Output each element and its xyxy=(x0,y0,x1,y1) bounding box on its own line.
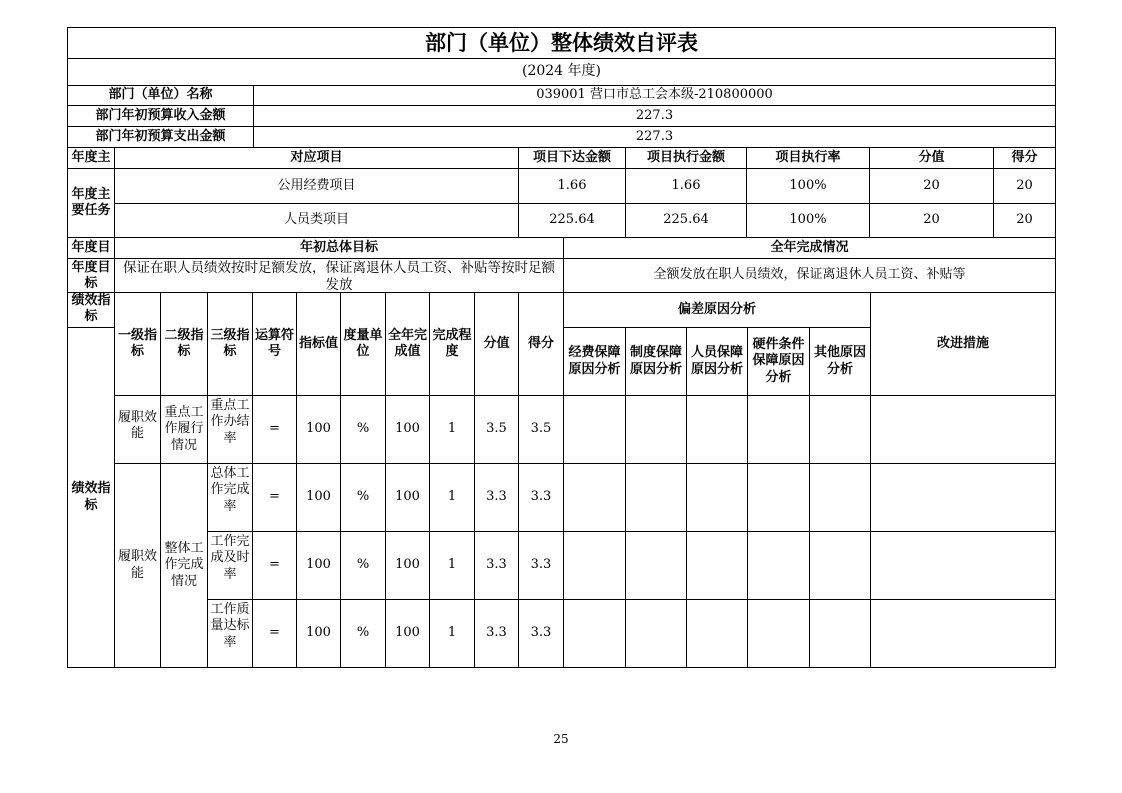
tasks-header-issued: 项目下达金额 xyxy=(532,149,611,165)
row4-op: = xyxy=(269,625,280,641)
row4-unit: % xyxy=(356,625,370,641)
ind-header-funding: 经费保障原因分析 xyxy=(568,345,621,377)
row4-level3: 工作质量达标率 xyxy=(210,602,250,650)
row1-degree: 1 xyxy=(447,421,457,437)
ind-header-target: 指标值 xyxy=(299,335,339,351)
row1-target: 100 xyxy=(306,421,331,437)
tasks-header-project: 对应项目 xyxy=(290,149,343,165)
expense-label: 部门年初预算支出金额 xyxy=(95,128,226,144)
task-row-2-issued: 225.64 xyxy=(549,212,595,228)
row3-score: 3.3 xyxy=(486,557,507,573)
ind-header-degree: 完成程度 xyxy=(432,327,472,359)
income-label: 部门年初预算收入金额 xyxy=(95,107,226,123)
ind-header-staff: 人员保障原因分析 xyxy=(690,345,743,377)
indicators-left-label: 绩效指标 xyxy=(71,481,111,513)
tasks-header-executed: 项目执行金额 xyxy=(646,149,725,165)
task-row-2-got: 20 xyxy=(1016,212,1033,228)
row4-degree: 1 xyxy=(447,625,457,641)
ind-header-system: 制度保障原因分析 xyxy=(629,345,682,377)
row1-got: 3.5 xyxy=(530,421,552,437)
ind-header-level2: 二级指标 xyxy=(164,327,204,359)
row2-unit: % xyxy=(356,489,370,505)
task-row-1-got: 20 xyxy=(1016,177,1033,193)
ind-header-level1: 一级指标 xyxy=(117,327,157,359)
row3-op: = xyxy=(269,557,280,573)
row1-level3: 重点工作办结率 xyxy=(210,398,250,446)
goals-left-header: 年度目 xyxy=(71,239,111,255)
year-label: (2024 年度) xyxy=(521,63,601,80)
tasks-header-got: 得分 xyxy=(1011,149,1038,165)
row2-got: 3.3 xyxy=(530,489,552,505)
row2-level3: 总体工作完成率 xyxy=(210,466,250,514)
row3-target: 100 xyxy=(306,557,331,573)
indicators-left-header: 绩效指标 xyxy=(71,293,111,325)
row3-degree: 1 xyxy=(447,557,457,573)
task-row-1-rate: 100% xyxy=(789,177,827,193)
ind-header-got: 得分 xyxy=(527,335,554,351)
tasks-left-label: 年度主要任务 xyxy=(71,186,111,218)
row2-op: = xyxy=(269,489,280,505)
goals-target-text: 保证在职人员绩效按时足额发放，保证离退休人员工资、补贴等按时足额发放 xyxy=(123,260,555,292)
ind-header-improve: 改进措施 xyxy=(936,335,989,351)
row3-got: 3.3 xyxy=(530,557,552,573)
ind-header-deviation: 偏差原因分析 xyxy=(677,301,756,317)
row2-degree: 1 xyxy=(447,489,457,505)
ind-header-level3: 三级指标 xyxy=(210,327,250,359)
row4-target: 100 xyxy=(306,625,331,641)
expense-value: 227.3 xyxy=(635,128,674,144)
goals-left-label: 年度目标 xyxy=(71,260,111,292)
task-row-1-issued: 1.66 xyxy=(557,177,587,193)
row3-actual: 100 xyxy=(395,557,420,573)
task-row-1-score: 20 xyxy=(923,177,940,193)
row4-actual: 100 xyxy=(395,625,420,641)
row4-score: 3.3 xyxy=(486,625,507,641)
ind-header-hardware: 硬件条件保障原因分析 xyxy=(752,337,805,385)
page-title: 部门（单位）整体绩效自评表 xyxy=(425,30,698,55)
tasks-left-header: 年度主 xyxy=(71,149,111,165)
task-row-1-project: 公用经费项目 xyxy=(277,177,356,193)
group2-level1: 履职效能 xyxy=(117,549,157,581)
goals-target-header: 年初总体目标 xyxy=(299,239,378,255)
task-row-2-score: 20 xyxy=(923,212,940,228)
task-row-1-executed: 1.66 xyxy=(671,177,701,193)
row2-target: 100 xyxy=(306,489,331,505)
task-row-2-executed: 225.64 xyxy=(663,212,709,228)
dept-name-value: 039001 营口市总工会本级-210800000 xyxy=(536,87,773,103)
ind-header-other: 其他原因分析 xyxy=(813,345,866,377)
row2-actual: 100 xyxy=(395,489,420,505)
group2-level2: 整体工作完成情况 xyxy=(164,541,204,589)
goals-completion-text: 全额发放在职人员绩效，保证离退休人员工资、补贴等 xyxy=(653,267,966,283)
tasks-header-rate: 项目执行率 xyxy=(775,149,841,165)
page-number: 25 xyxy=(553,732,569,746)
ind-header-unit: 度量单位 xyxy=(343,327,383,359)
row3-unit: % xyxy=(356,557,370,573)
row1-op: = xyxy=(269,421,280,437)
row1-unit: % xyxy=(356,421,370,437)
group1-level2: 重点工作履行情况 xyxy=(164,405,204,453)
task-row-2-rate: 100% xyxy=(789,212,827,228)
row4-got: 3.3 xyxy=(530,625,552,641)
row1-actual: 100 xyxy=(395,421,420,437)
task-row-2-project: 人员类项目 xyxy=(283,212,349,228)
goals-completion-header: 全年完成情况 xyxy=(770,239,849,255)
ind-header-op: 运算符号 xyxy=(255,327,295,359)
ind-header-score: 分值 xyxy=(483,335,510,351)
row3-level3: 工作完成及时率 xyxy=(210,534,250,582)
ind-header-actual: 全年完成值 xyxy=(388,327,428,359)
income-value: 227.3 xyxy=(635,107,674,123)
tasks-header-score: 分值 xyxy=(918,149,945,165)
row1-score: 3.5 xyxy=(486,421,507,437)
row2-score: 3.3 xyxy=(486,489,507,505)
dept-name-label: 部门（单位）名称 xyxy=(108,87,213,103)
group1-level1: 履职效能 xyxy=(117,410,157,442)
